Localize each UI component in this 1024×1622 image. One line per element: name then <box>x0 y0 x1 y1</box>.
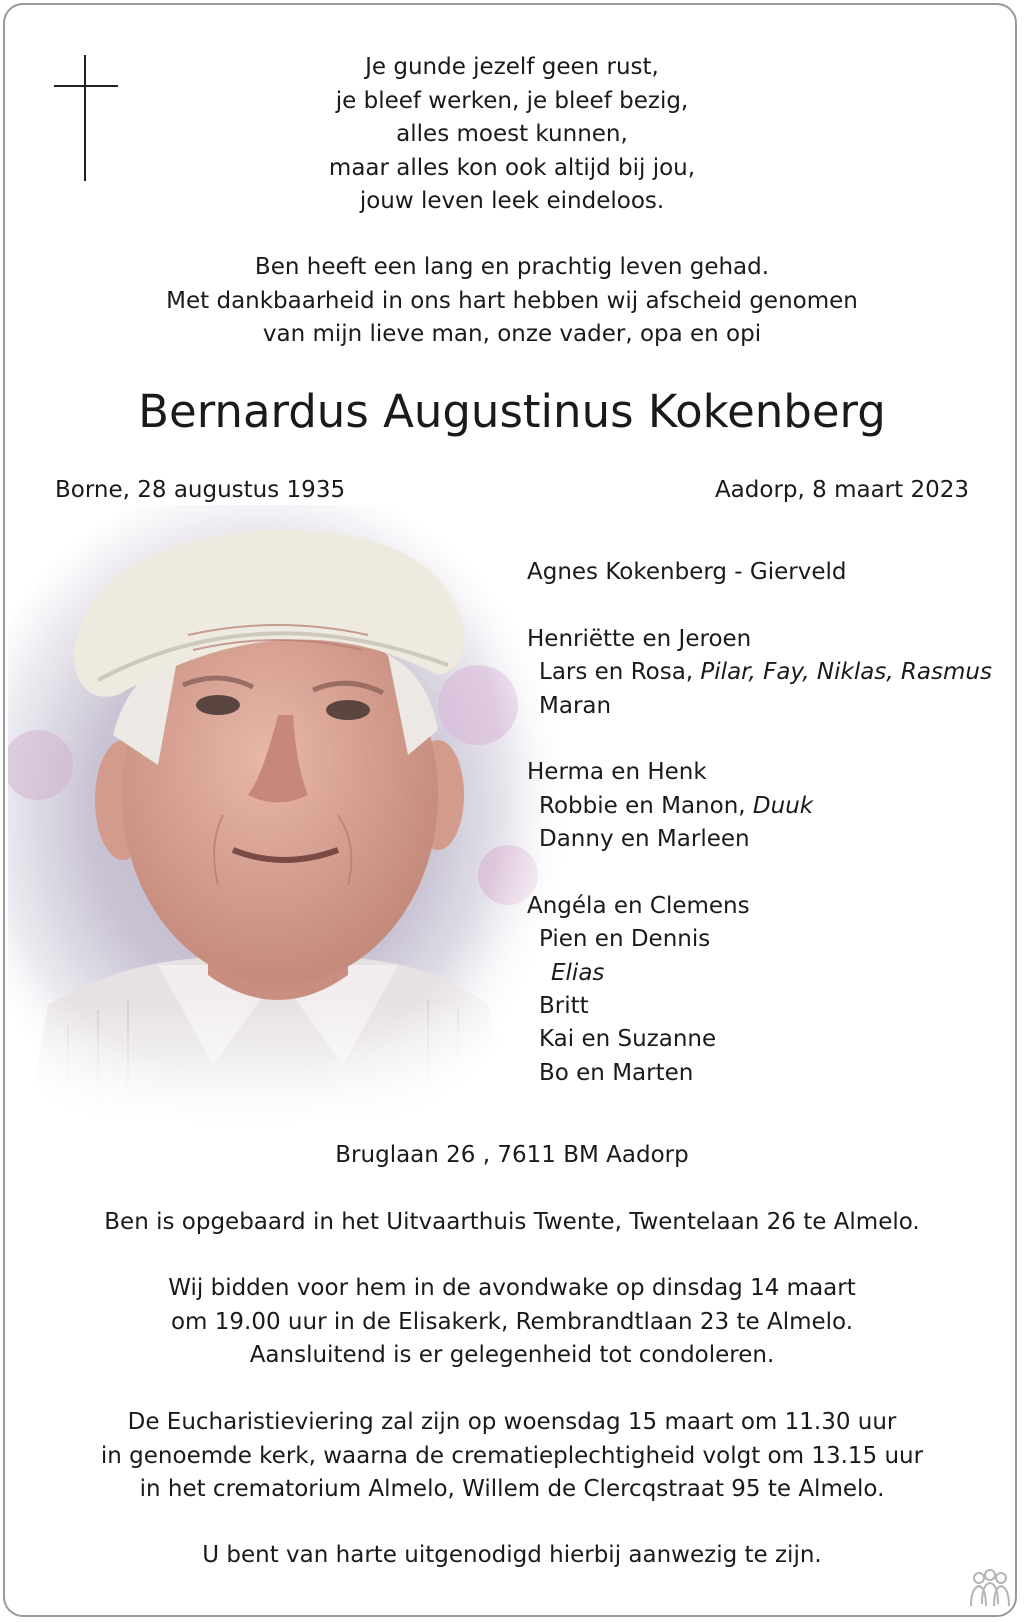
notice-line: U bent van harte uitgenodigd hierbij aanwezig te zijn. <box>202 1542 822 1568</box>
family-list <box>527 556 992 1090</box>
poem <box>0 51 1024 219</box>
vigil-notice <box>0 1272 1024 1373</box>
family-child-line: Britt <box>539 993 589 1020</box>
deceased-name: Bernardus Augustinus Kokenberg <box>138 385 886 438</box>
family-parents: Herma en Henk <box>527 759 707 786</box>
people-logo-icon <box>966 1568 1014 1610</box>
mass-notice <box>0 1406 1024 1507</box>
family-names: Robbie en Manon, <box>539 792 753 819</box>
poem-line: alles moest kunnen, <box>396 121 628 147</box>
family-child-line: Maran <box>539 692 612 719</box>
notice-line: om 19.00 uur in de Elisakerk, Rembrandtlaan 23 te Almelo. <box>170 1308 854 1335</box>
address-line: Bruglaan 26 , 7611 BM Aadorp <box>335 1142 689 1168</box>
family-child-line: Danny en Marleen <box>539 826 750 853</box>
invitation <box>0 1539 1024 1573</box>
family-child-line: Pien en Dennis <box>539 926 711 953</box>
birth-date: Borne, 28 augustus 1935 <box>55 477 346 503</box>
family-child-line <box>527 790 992 823</box>
great-grandchild <box>527 957 992 990</box>
notice-line: in het crematorium Almelo, Willem de Clercqstraat 95 te Almelo. <box>139 1476 885 1502</box>
great-grandchildren: Pilar, Fay, Niklas, Rasmus <box>700 659 992 686</box>
family-child-line <box>527 656 992 689</box>
family-child-line: Kai en Suzanne <box>539 1026 717 1053</box>
poem-line: maar alles kon ook altijd bij jou, <box>328 154 696 181</box>
family-parents: Angéla en Clemens <box>527 892 750 919</box>
notice-line: Ben is opgebaard in het Uitvaarthuis Twente, Twentelaan 26 te Almelo. <box>104 1209 920 1235</box>
great-grandchildren: Duuk <box>752 792 814 819</box>
great-grandchild-name: Elias <box>551 959 605 986</box>
notice-line: Wij bidden voor hem in de avondwake op dinsdag 14 maart <box>168 1275 856 1301</box>
family-child-line: Bo en Marten <box>539 1059 694 1086</box>
notice-line: in genoemde kerk, waarna de crematieplechtigheid volgt om 13.15 uur <box>100 1442 924 1469</box>
address <box>0 1139 1024 1173</box>
intro-line: Met dankbaarheid in ons hart hebben wij afscheid genomen <box>166 287 858 314</box>
intro-line: Ben heeft een lang en prachtig leven gehad. <box>254 254 770 280</box>
portrait-photo <box>8 505 568 1125</box>
poem-line: Je gunde jezelf geen rust, <box>365 54 659 80</box>
notice-line: De Eucharistieviering zal zijn op woensdag 15 maart om 11.30 uur <box>127 1409 897 1435</box>
poem-line: jouw leven leek eindeloos. <box>359 188 665 214</box>
intro-text <box>0 251 1024 352</box>
intro-line: van mijn lieve man, onze vader, opa en opi <box>262 321 762 347</box>
laid-out-notice <box>0 1206 1024 1240</box>
spouse: Agnes Kokenberg - Gierveld <box>527 559 847 585</box>
poem-line: je bleef werken, je bleef bezig, <box>335 87 689 114</box>
notice-line: Aansluitend is er gelegenheid tot condoleren. <box>249 1342 775 1368</box>
family-names: Lars en Rosa, <box>539 659 701 686</box>
death-date: Aadorp, 8 maart 2023 <box>714 477 969 503</box>
family-parents: Henriëtte en Jeroen <box>527 625 752 652</box>
